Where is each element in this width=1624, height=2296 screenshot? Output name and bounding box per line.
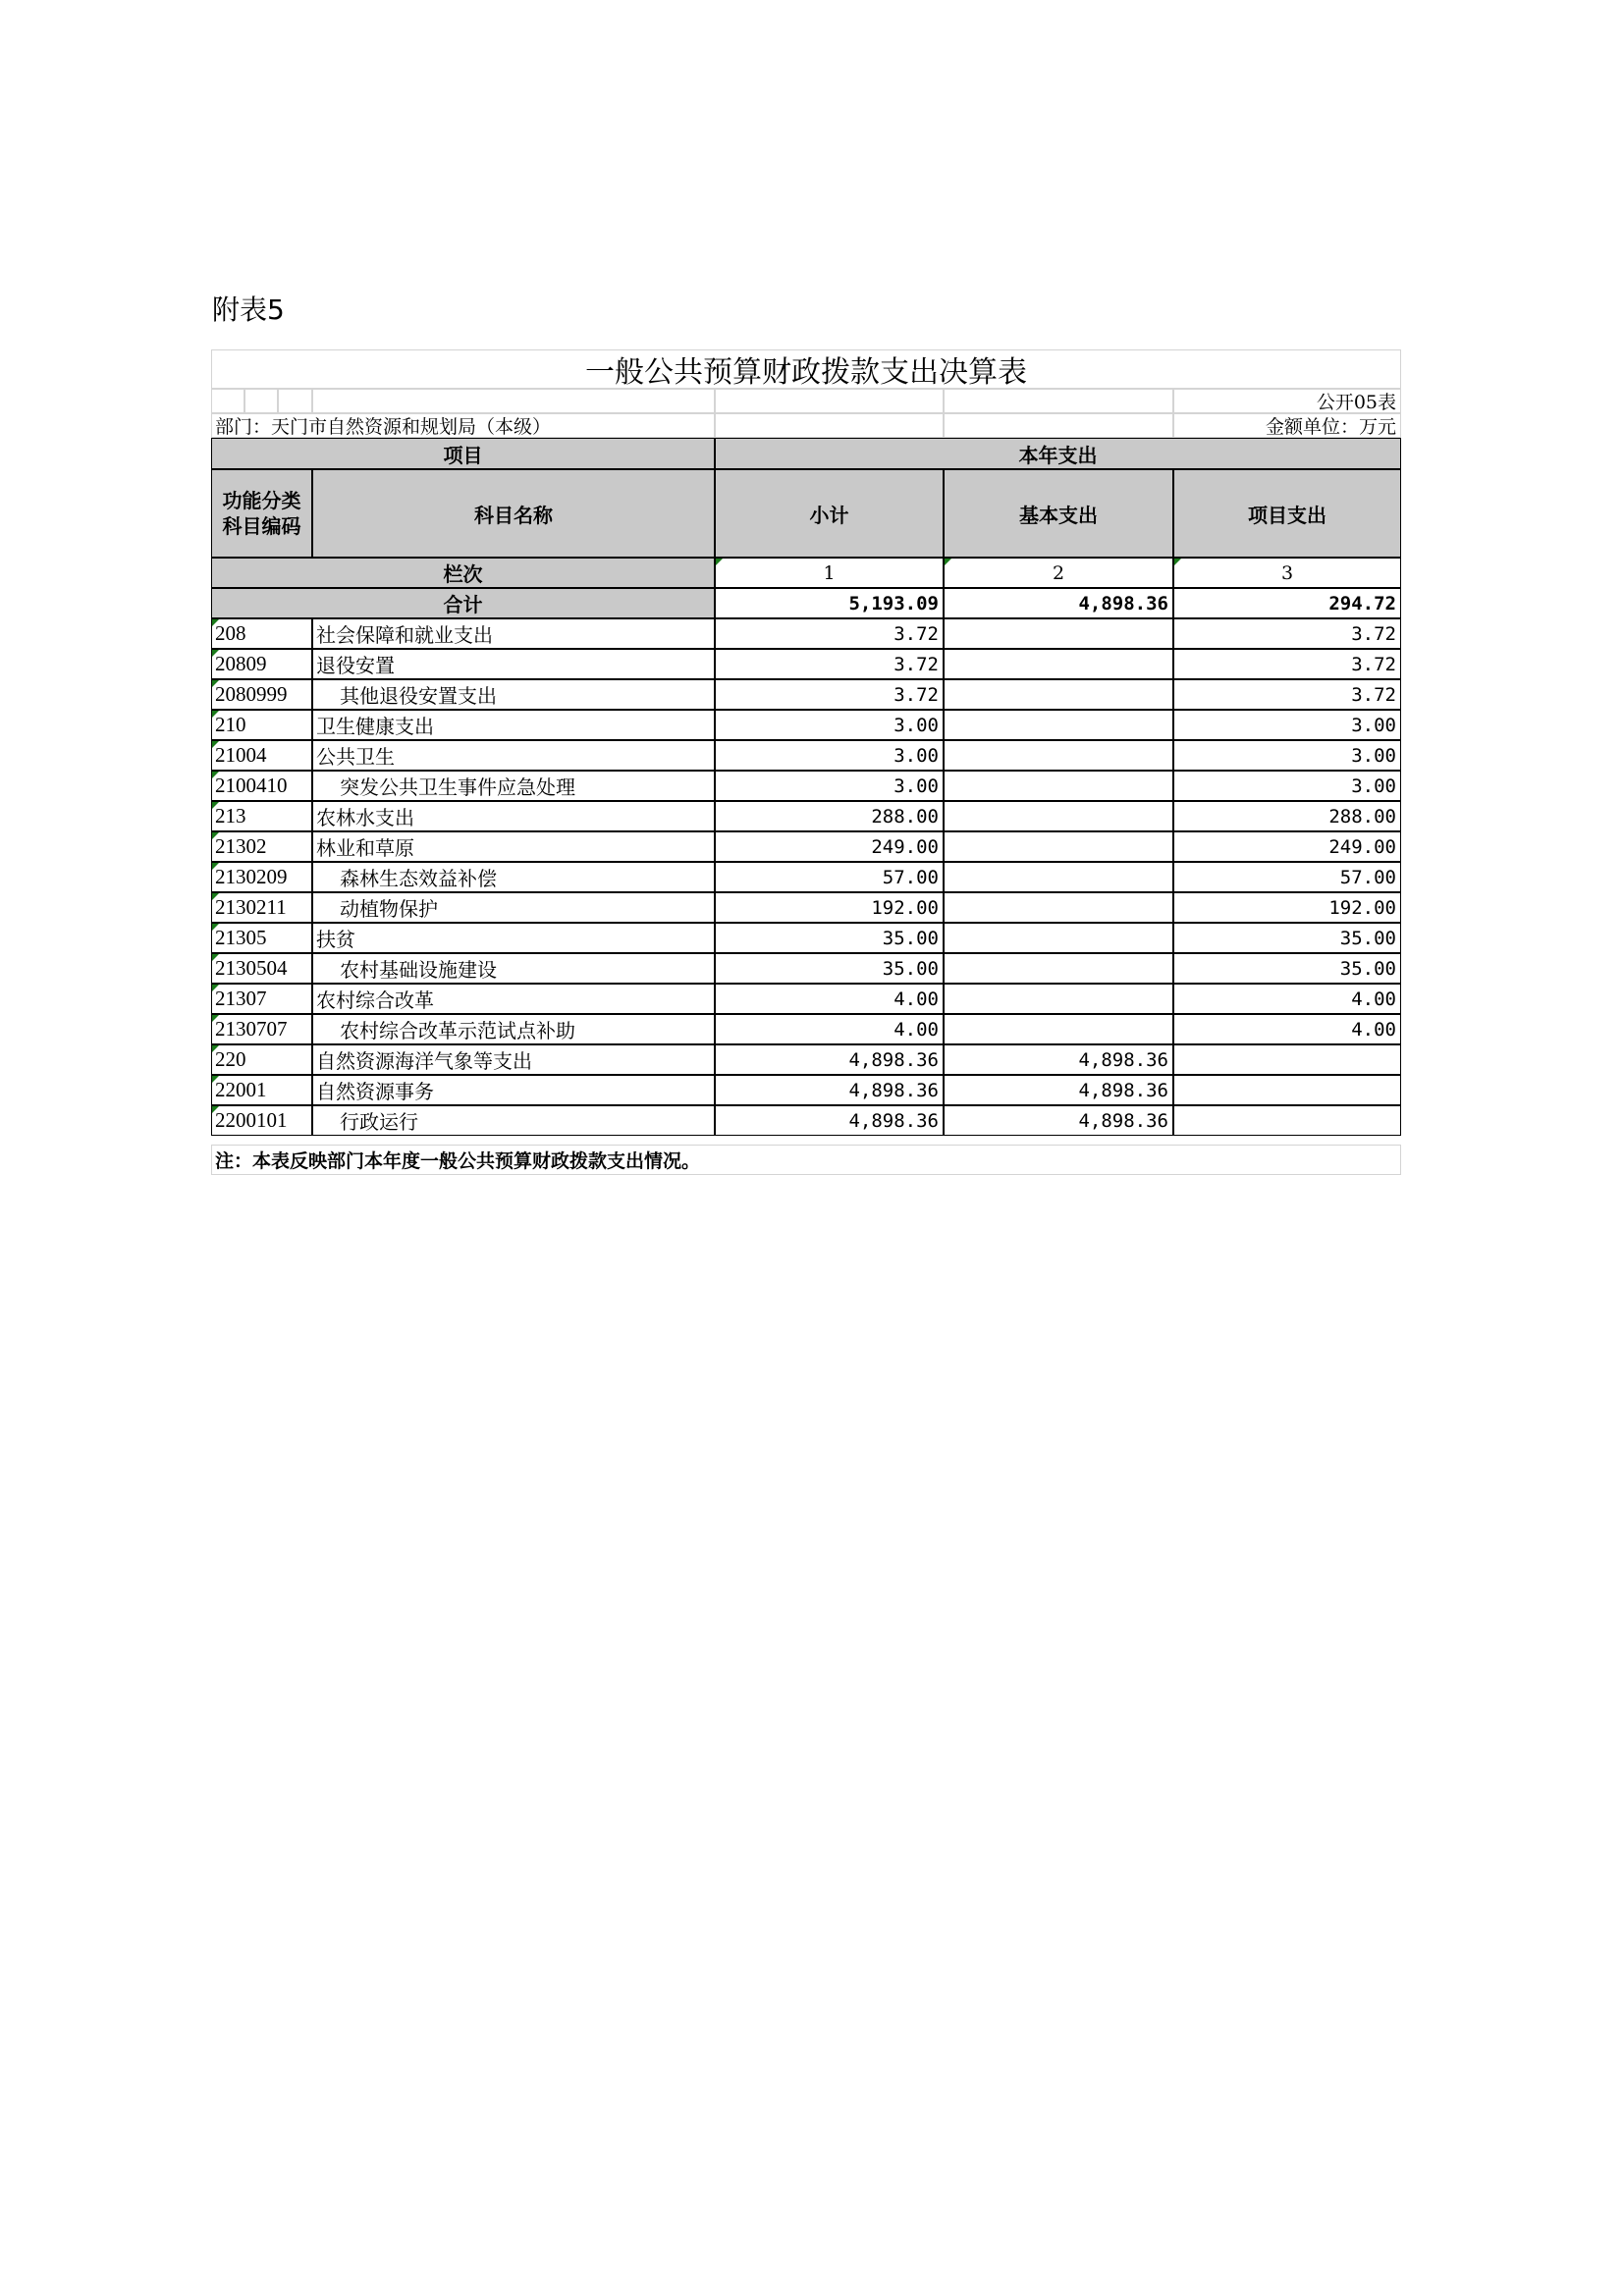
attachment-label: 附表5 [212,294,285,326]
column-index-label: 栏次 [211,558,715,588]
row-code: 2130707 [211,1014,312,1044]
row-basic: 4,898.36 [944,1075,1173,1105]
row-project: 3.00 [1173,771,1401,801]
row-name: 突发公共卫生事件应急处理 [312,771,715,801]
row-project: 4.00 [1173,984,1401,1014]
row-subtotal: 3.72 [715,649,944,679]
row-project: 249.00 [1173,831,1401,862]
expenditure-table [211,349,1401,1175]
header-basic: 基本支出 [944,469,1173,558]
row-subtotal: 35.00 [715,953,944,984]
row-basic [944,649,1173,679]
row-basic: 4,898.36 [944,1105,1173,1136]
row-project: 4.00 [1173,1014,1401,1044]
empty-cell [944,413,1173,438]
row-project [1173,1105,1401,1136]
header-item: 项目 [211,438,715,469]
row-code: 213 [211,801,312,831]
department-label: 部门：天门市自然资源和规划局（本级） [211,413,715,438]
empty-cell [312,389,715,413]
row-name: 社会保障和就业支出 [312,618,715,649]
row-name: 公共卫生 [312,740,715,771]
row-subtotal: 249.00 [715,831,944,862]
table-title: 一般公共预算财政拨款支出决算表 [211,349,1401,389]
row-code: 21004 [211,740,312,771]
row-code: 2200101 [211,1105,312,1136]
row-code: 2130211 [211,892,312,923]
row-basic [944,1014,1173,1044]
row-name: 其他退役安置支出 [312,679,715,710]
row-basic [944,862,1173,892]
row-code: 208 [211,618,312,649]
row-project: 288.00 [1173,801,1401,831]
row-name: 动植物保护 [312,892,715,923]
row-basic [944,710,1173,740]
total-project: 294.72 [1173,588,1401,618]
row-code: 2130209 [211,862,312,892]
row-project [1173,1044,1401,1075]
row-subtotal: 4.00 [715,1014,944,1044]
row-name: 自然资源事务 [312,1075,715,1105]
row-basic [944,740,1173,771]
row-name: 卫生健康支出 [312,710,715,740]
row-subtotal: 3.72 [715,679,944,710]
row-basic [944,771,1173,801]
total-basic: 4,898.36 [944,588,1173,618]
row-code: 2130504 [211,953,312,984]
row-name: 农村综合改革 [312,984,715,1014]
row-basic [944,984,1173,1014]
empty-cell [211,389,244,413]
row-subtotal: 4,898.36 [715,1105,944,1136]
row-name: 农村综合改革示范试点补助 [312,1014,715,1044]
row-basic [944,892,1173,923]
row-subtotal: 3.00 [715,710,944,740]
total-subtotal: 5,193.09 [715,588,944,618]
row-basic [944,618,1173,649]
row-basic [944,831,1173,862]
row-name: 林业和草原 [312,831,715,862]
row-subtotal: 57.00 [715,862,944,892]
row-basic [944,801,1173,831]
unit-label: 金额单位：万元 [1173,413,1401,438]
row-project: 35.00 [1173,923,1401,953]
row-project [1173,1075,1401,1105]
row-subtotal: 288.00 [715,801,944,831]
row-subtotal: 4.00 [715,984,944,1014]
row-project: 35.00 [1173,953,1401,984]
row-code: 22001 [211,1075,312,1105]
row-subtotal: 35.00 [715,923,944,953]
row-code: 21307 [211,984,312,1014]
row-code: 21305 [211,923,312,953]
header-project: 项目支出 [1173,469,1401,558]
row-name: 自然资源海洋气象等支出 [312,1044,715,1075]
table-note: 注：本表反映部门本年度一般公共预算财政拨款支出情况。 [211,1145,1401,1175]
row-subtotal: 3.00 [715,771,944,801]
header-code-text: 功能分类科目编码 [222,489,301,538]
empty-cell [944,389,1173,413]
row-code: 220 [211,1044,312,1075]
total-label: 合计 [211,588,715,618]
row-name: 森林生态效益补偿 [312,862,715,892]
empty-cell [715,389,944,413]
row-project: 3.00 [1173,710,1401,740]
row-project: 57.00 [1173,862,1401,892]
row-name: 农村基础设施建设 [312,953,715,984]
row-project: 192.00 [1173,892,1401,923]
row-code: 20809 [211,649,312,679]
row-project: 3.72 [1173,649,1401,679]
header-code [211,469,312,558]
header-name: 科目名称 [312,469,715,558]
row-subtotal: 4,898.36 [715,1075,944,1105]
row-name: 扶贫 [312,923,715,953]
row-subtotal: 4,898.36 [715,1044,944,1075]
row-code: 210 [211,710,312,740]
empty-cell [715,413,944,438]
row-subtotal: 3.00 [715,740,944,771]
row-code: 2080999 [211,679,312,710]
row-project: 3.72 [1173,679,1401,710]
row-basic [944,923,1173,953]
row-code: 2100410 [211,771,312,801]
row-basic [944,953,1173,984]
column-index-3: 3 [1173,558,1401,588]
row-project: 3.72 [1173,618,1401,649]
row-subtotal: 3.72 [715,618,944,649]
empty-cell [244,389,278,413]
form-number: 公开05表 [1173,389,1401,413]
empty-cell [278,389,312,413]
row-name: 退役安置 [312,649,715,679]
row-name: 农林水支出 [312,801,715,831]
header-subtotal: 小计 [715,469,944,558]
column-index-1: 1 [715,558,944,588]
row-project: 3.00 [1173,740,1401,771]
column-index-2: 2 [944,558,1173,588]
row-basic [944,679,1173,710]
header-current-year-expense: 本年支出 [715,438,1401,469]
row-subtotal: 192.00 [715,892,944,923]
row-basic: 4,898.36 [944,1044,1173,1075]
row-code: 21302 [211,831,312,862]
row-name: 行政运行 [312,1105,715,1136]
